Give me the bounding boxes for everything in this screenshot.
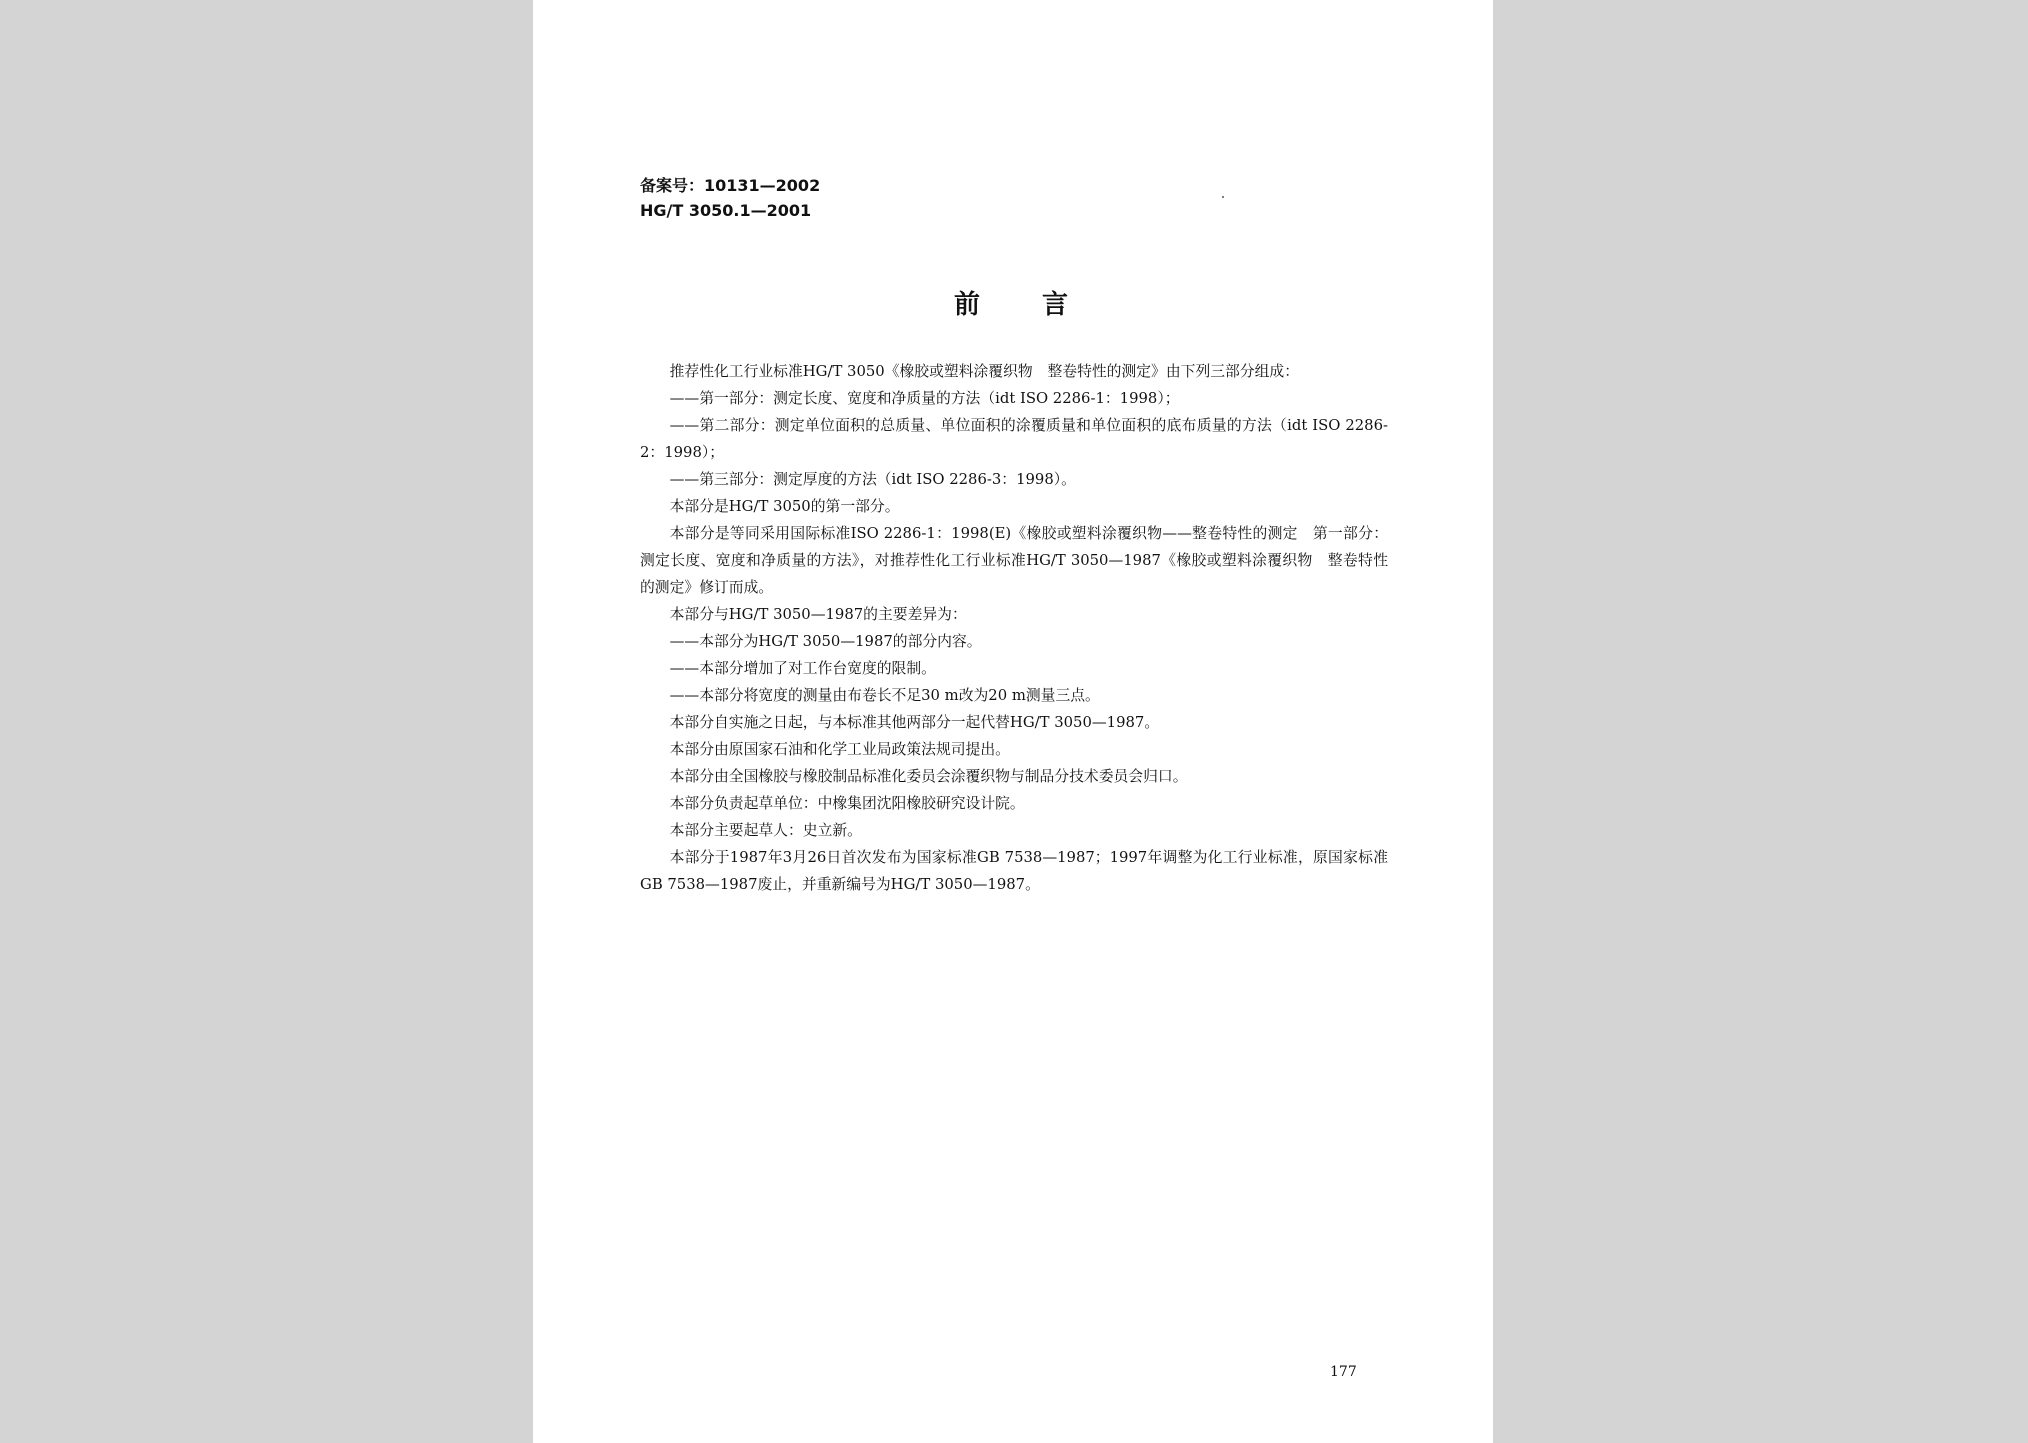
paragraph-intro: 推荐性化工行业标准HG/T 3050《橡胶或塑料涂覆织物 整卷特性的测定》由下列三部分组成：: [669, 363, 1300, 380]
document-header: [640, 173, 820, 223]
paragraph-adoption: 本部分是等同采用国际标准ISO 2286-1：1998(E)《橡胶或塑料涂覆织物——整卷特性的测定 第一部分：测定长度、宽度和净质量的方法》，对推荐性化工行业标准HG/T 3050—1987《橡胶或塑料涂覆织物 整卷特性的测定》修订而成。: [640, 525, 1388, 596]
scan-speck: [1222, 196, 1224, 198]
paragraph-diff-1: ——本部分为HG/T 3050—1987的部分内容。: [669, 633, 982, 650]
paragraph-history: 本部分于1987年3月26日首次发布为国家标准GB 7538—1987；1997年调整为化工行业标准，原国家标准GB 7538—1987废止，并重新编号为HG/T 3050—1987。: [640, 849, 1388, 893]
paragraph-diff-3: ——本部分将宽度的测量由布卷长不足30 m改为20 m测量三点。: [669, 687, 1100, 704]
standard-code: HG/T 3050.1—2001: [640, 201, 812, 220]
page-title: [533, 284, 1493, 321]
title-char-1: 前: [953, 290, 984, 320]
paragraph-drafting-unit: 本部分负责起草单位：中橡集团沈阳橡胶研究设计院。: [669, 795, 1025, 812]
paragraph-part-3: ——第三部分：测定厚度的方法（idt ISO 2286-3：1998）。: [669, 471, 1076, 488]
paragraph-replaces: 本部分自实施之日起，与本标准其他两部分一起代替HG/T 3050—1987。: [669, 714, 1160, 731]
paragraph-part-1: ——第一部分：测定长度、宽度和净质量的方法（idt ISO 2286-1：1998）；: [669, 390, 1180, 407]
record-number: 备案号：10131—2002: [640, 176, 821, 195]
paragraph-first-part: 本部分是HG/T 3050的第一部分。: [669, 498, 900, 515]
paragraph-under-jurisdiction: 本部分由全国橡胶与橡胶制品标准化委员会涂覆织物与制品分技术委员会归口。: [669, 768, 1188, 785]
paragraph-drafter: 本部分主要起草人：史立新。: [669, 822, 862, 839]
document-page: [533, 0, 1493, 1443]
paragraph-part-2: ——第二部分：测定单位面积的总质量、单位面积的涂覆质量和单位面积的底布质量的方法（idt ISO 2286-2：1998）；: [640, 417, 1388, 461]
title-char-2: 言: [1042, 290, 1073, 320]
paragraph-diff-2: ——本部分增加了对工作台宽度的限制。: [669, 660, 936, 677]
page-number: 177: [1330, 1364, 1357, 1380]
foreword-body: [640, 358, 1388, 898]
paragraph-differences: 本部分与HG/T 3050—1987的主要差异为：: [669, 606, 967, 623]
paragraph-proposed-by: 本部分由原国家石油和化学工业局政策法规司提出。: [669, 741, 1010, 758]
